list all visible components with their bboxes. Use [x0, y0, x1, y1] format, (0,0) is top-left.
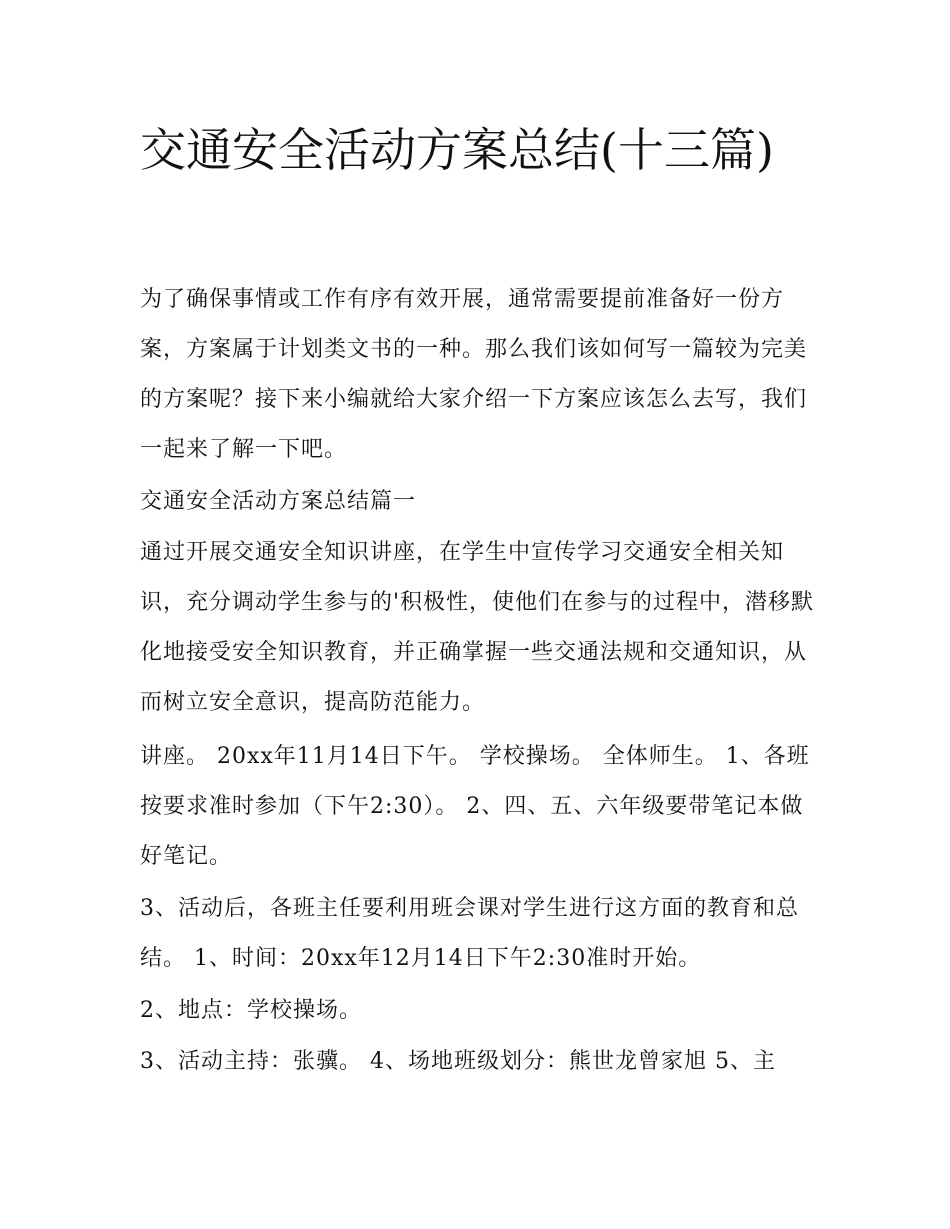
body-paragraph: 讲座。 20xx年11月14日下午。 学校操场。 全体师生。 1、各班按要求准时参加（下午2:30）。 2、四、五、六年级要带笔记本做好笔记。	[140, 744, 810, 869]
body-paragraph: 3、活动主持：张骥。 4、场地班级划分：熊世龙曾家旭 5、主	[140, 1049, 776, 1074]
body-paragraph: 3、活动后，各班主任要利用班会课对学生进行这方面的教育和总结。 1、时间：20xx年12月14日下午2:30准时开始。	[140, 896, 799, 971]
section-heading: 交通安全活动方案总结篇一	[140, 489, 417, 514]
body-paragraph: 2、地点：学校操场。	[140, 998, 362, 1023]
intro-paragraph: 为了确保事情或工作有序有效开展，通常需要提前准备好一份方案，方案属于计划类文书的一种。那么我们该如何写一篇较为完美的方案呢？接下来小编就给大家介绍一下方案应该怎么去写，我们一起来了解一下吧。	[140, 287, 808, 462]
body-paragraph: 通过开展交通安全知识讲座，在学生中宣传学习交通安全相关知识，充分调动学生参与的'积极性，使他们在参与的过程中，潜移默化地接受安全知识教育，并正确掌握一些交通法规和交通知识，从而树立安全意识，提高防范能力。	[140, 540, 815, 715]
document-title: 交通安全活动方案总结(十三篇)	[140, 123, 774, 177]
